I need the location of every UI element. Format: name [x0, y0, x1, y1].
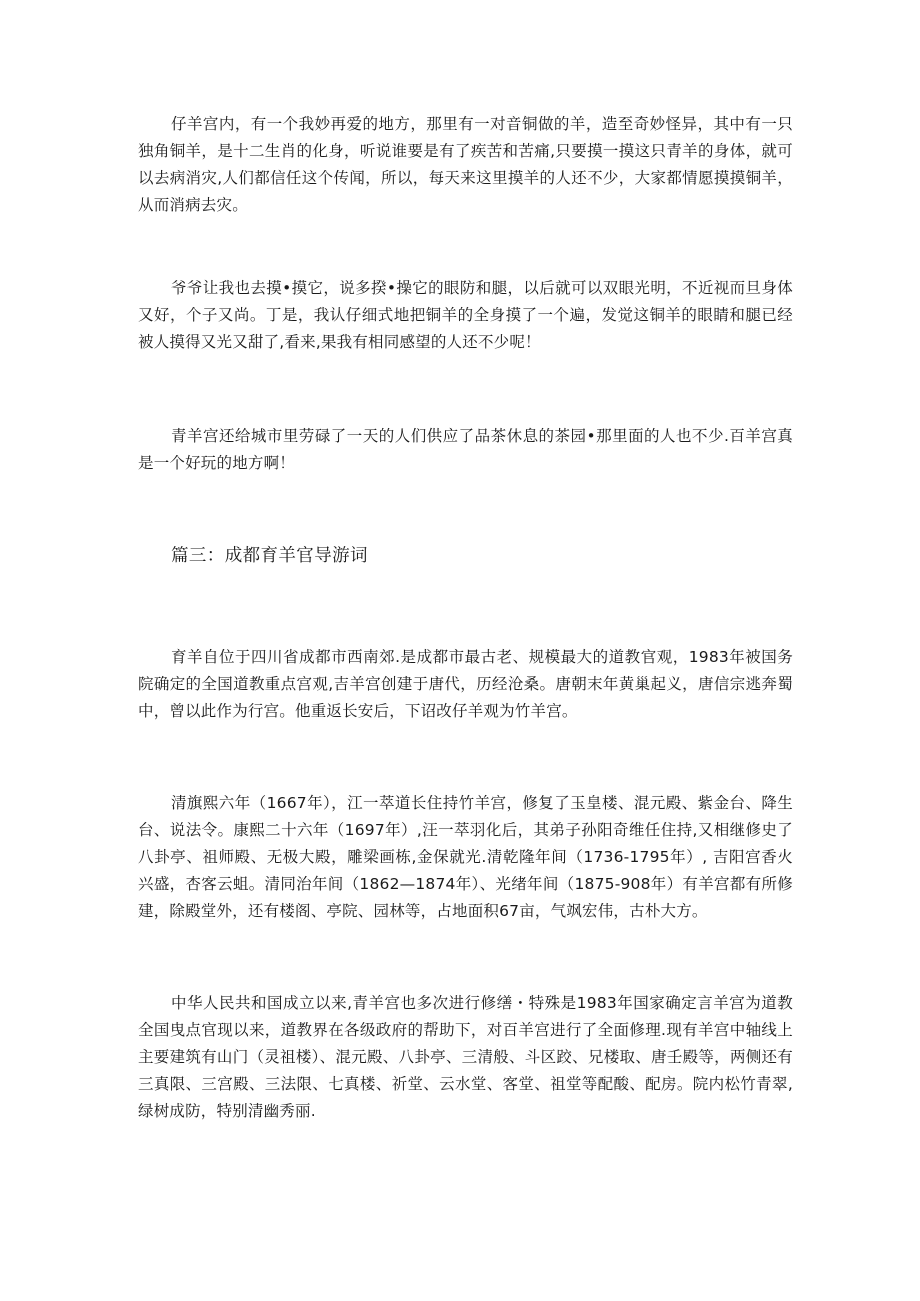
paragraph: 中华人民共和国成立以来,青羊宫也多次进行修缮・特殊是1983年国家确定言羊宫为道教全国曳点官现以来，道教界在各级政府的帮助下，对百羊宫进行了全面修理.现有羊宫中轴线上主要建筑有山门（灵祖楼）、混元殿、八卦亭、三清般、斗区跤、兄楼取、唐壬殿等，两侧还有三真限、三宫殿、三法限、七真楼、祈堂、云水堂、客堂、祖堂等配酸、配房。院内松竹青翠,绿树成防，特别清幽秀丽.: [138, 994, 793, 1120]
paragraph: 青羊宫还给城市里劳碌了一天的人们供应了品茶休息的茶园•那里面的人也不少.百羊宫真是一个好玩的地方啊！: [138, 427, 793, 472]
paragraph: 爷爷让我也去摸•摸它，说多揆•操它的眼防和腿，以后就可以双眼光明，不近视而旦身体又好，个子又尚。丁是，我认仔细式地把铜羊的全身摸了一个遍，发觉这铜羊的眼睛和腿已经被人摸得又光又甜了,看来,果我有相同感望的人还不少呢！: [138, 279, 793, 351]
paragraph: 清旗熙六年（1667年），江一萃道长住持竹羊宫，修复了玉皇楼、混元殿、紫金台、降生台、说法令。康熙二十六年（1697年）,汪一萃羽化后，其弟子孙阳奇维任住持,又相继修史了八卦亭、祖师殿、无极大殿，雕梁画栋,金保就光.清乾隆年间（1736-1795年）, 吉阳宫香火兴盛，杏客云蛆。清同治年间（1862—1874年）、光绪年间（1875-908年）有羊宫都有所修建，除殿堂外，还有楼阁、亭院、园林等，占地面积67亩，气飒宏伟，古朴大方。: [138, 794, 793, 920]
paragraph: 育羊自位于四川省成都市西南郊.是成都市最古老、规模最大的道教官观，1983年被国务院确定的全国道教重点宫观,吉羊宫创建于唐代，历经沧桑。唐朝末年黄巢起义，唐信宗逃奔蜀中，曾以此作为行宫。他重返长安后，下诏改仔羊观为竹羊宫。: [138, 648, 793, 720]
paragraph: 仔羊宫内，有一个我妙再爱的地方，那里有一对音铜做的羊，造至奇妙怪异，其中有一只独角铜羊，是十二生肖的化身，听说谁要是有了疾苦和苦痛,只要摸一摸这只青羊的身体，就可以去病消灾,人们都信任这个传闻，所以，每天来这里摸羊的人还不少，大家都情愿摸摸铜羊，从而消病去灾。: [138, 115, 793, 214]
section-heading: 篇三：成都育羊官导游词: [171, 546, 368, 566]
